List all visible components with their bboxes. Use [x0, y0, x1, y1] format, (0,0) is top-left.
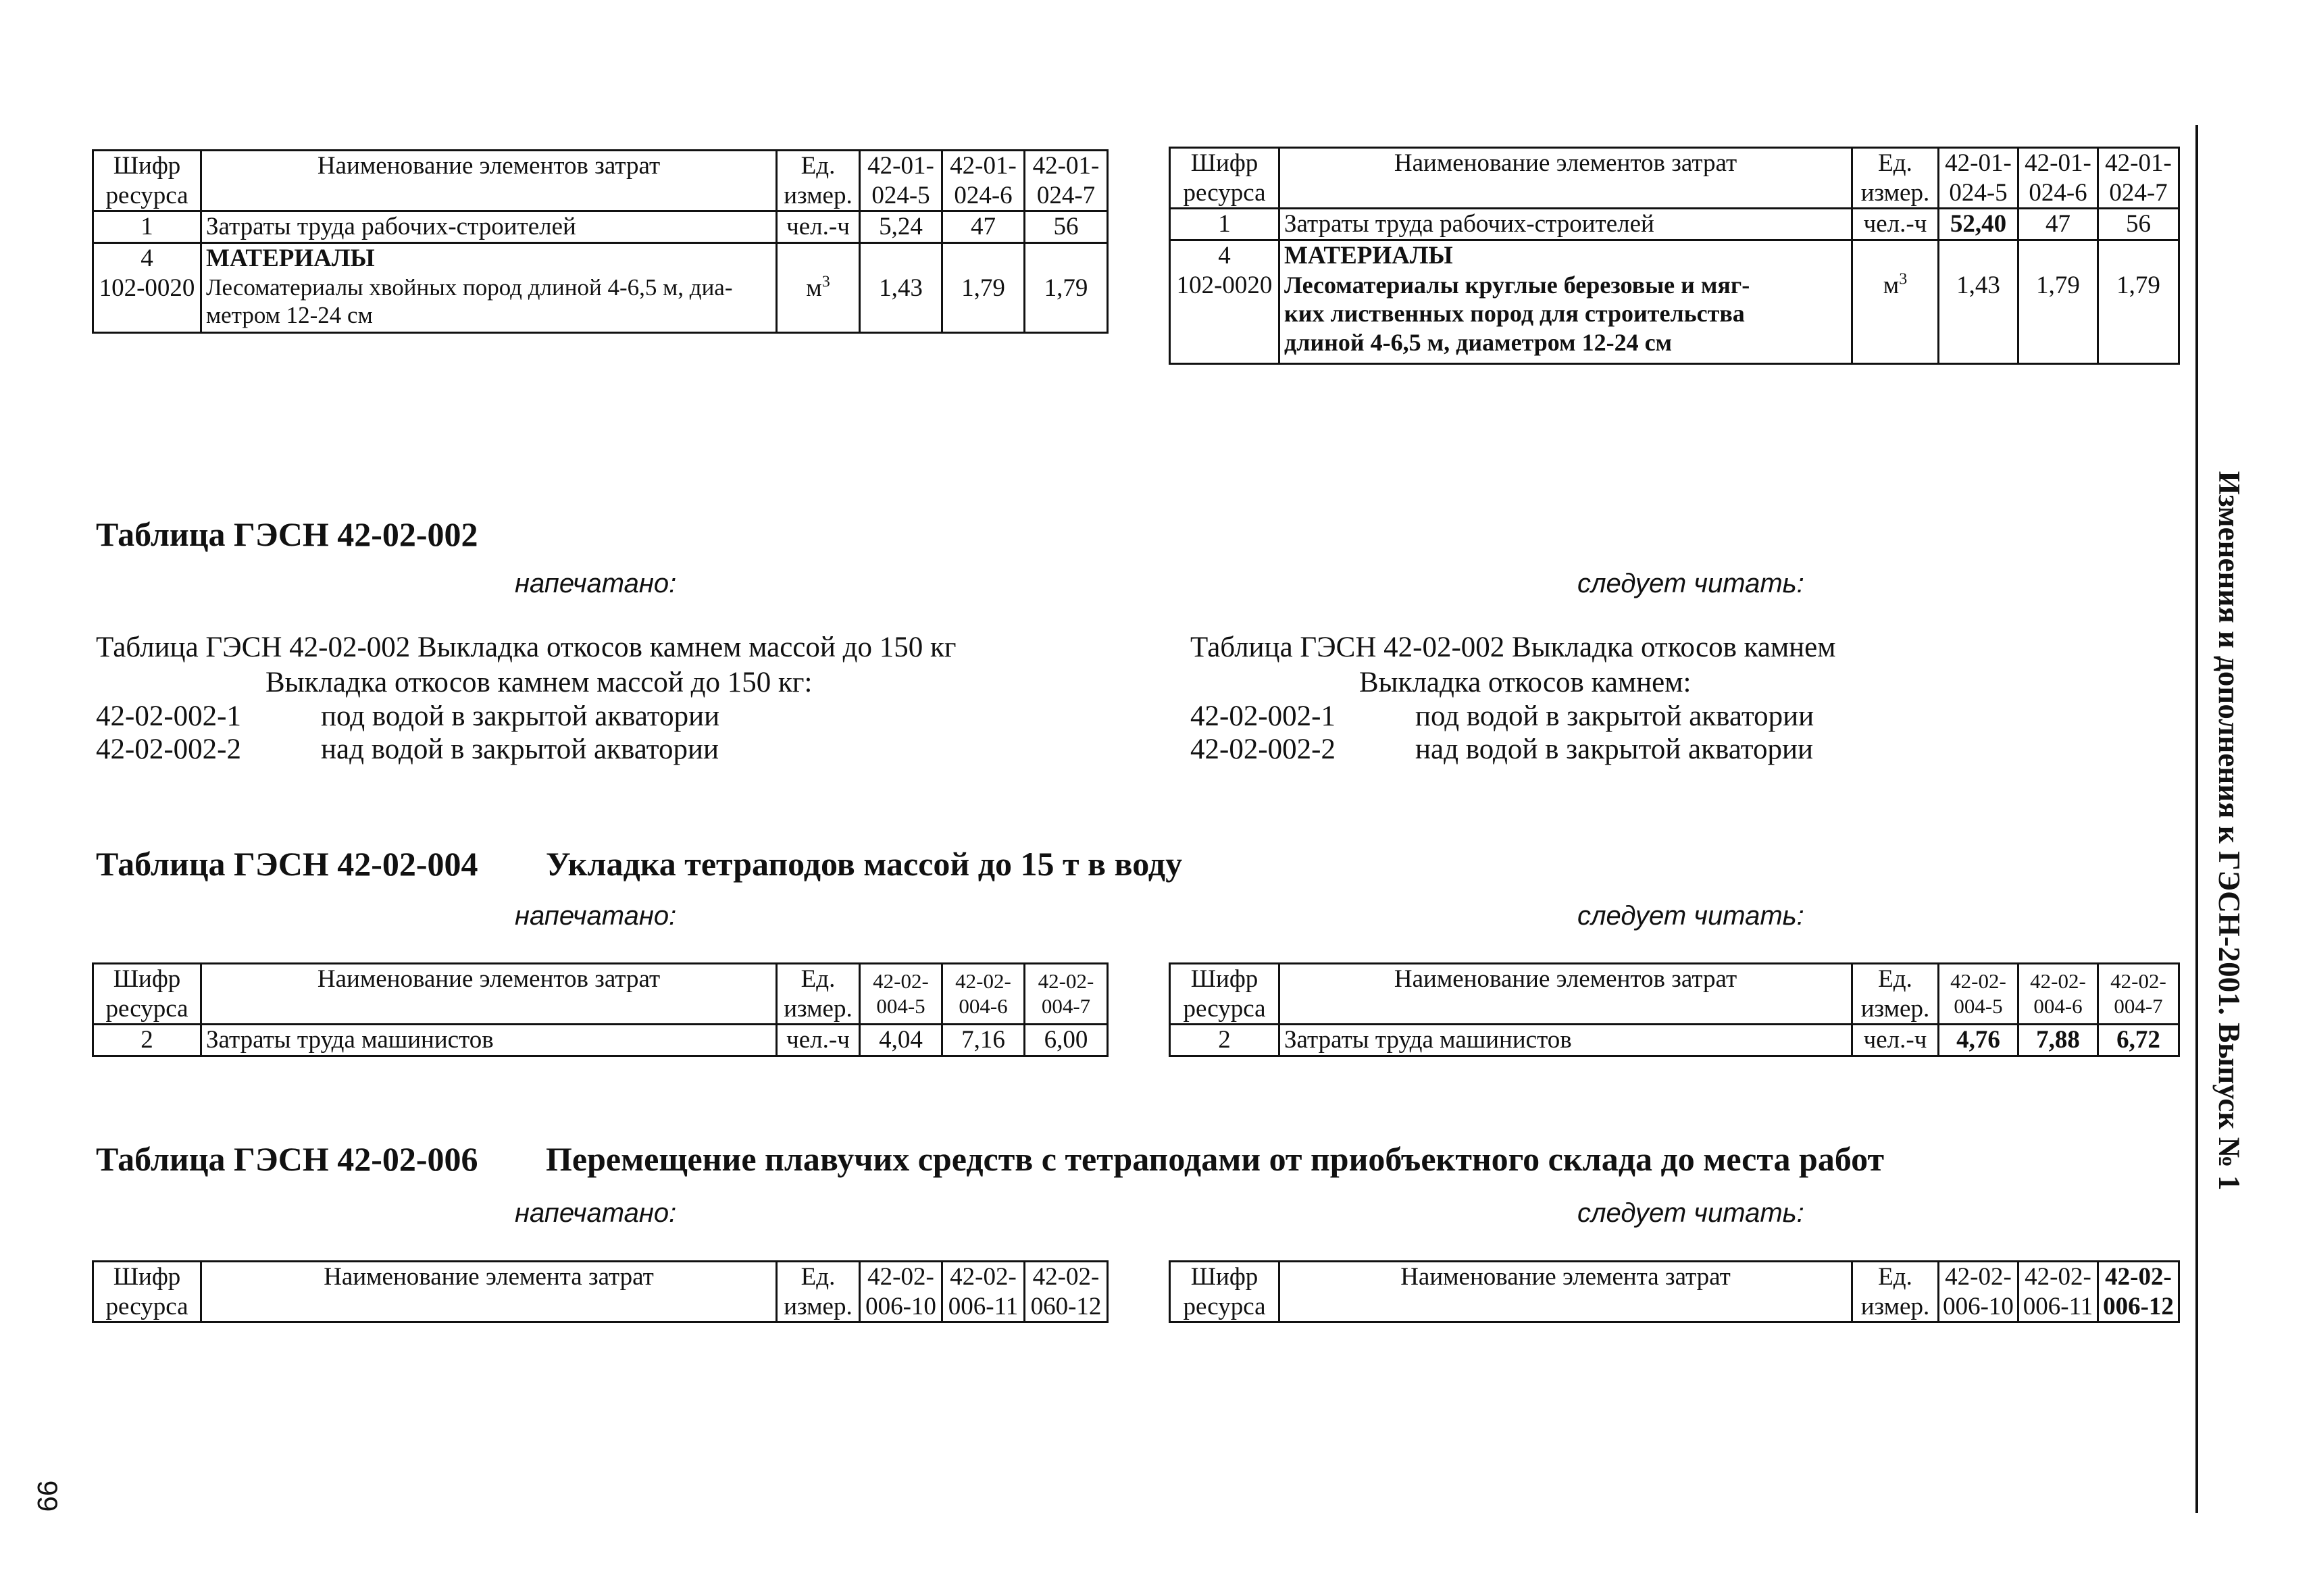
table-row: [93, 211, 1108, 243]
table-006-corrected: [1169, 1260, 2180, 1323]
section-002-corrected-subtitle: Выкладка откосов камнем:: [1359, 667, 1692, 698]
header-code-1: 42-01- 024-5: [860, 151, 942, 211]
row-value: 47: [2018, 209, 2098, 240]
table-row: [93, 274, 1108, 333]
header-shifr: Шифр ресурса: [1170, 148, 1279, 209]
row-name: Затраты труда рабочих-строителей: [1279, 209, 1852, 240]
header-code-1: 42-02- 006-10: [860, 1262, 942, 1322]
header-code-2: 42-01- 024-6: [942, 151, 1025, 211]
printed-note: напечатано:: [515, 569, 677, 598]
should-read-note: следует читать:: [1577, 1198, 1804, 1228]
section-002-printed-title: Таблица ГЭСН 42-02-002 Выкладка откосов камнем массой до 150 кг: [96, 632, 957, 663]
row-code: 4: [93, 242, 201, 273]
row-value: 1,79: [2098, 271, 2179, 364]
printed-note: напечатано:: [515, 1198, 677, 1228]
section-002-heading: Таблица ГЭСН 42-02-002: [96, 515, 478, 553]
row-code: 102-0020: [93, 274, 201, 333]
header-code-2: 42-02- 006-11: [2018, 1262, 2098, 1322]
row-value: 4,04: [860, 1025, 942, 1056]
row-value-corrected: 4,76: [1939, 1025, 2018, 1056]
row-code: 102-0020: [1170, 271, 1279, 364]
row-value: 47: [942, 211, 1025, 243]
header-code-2: 42-02- 006-11: [942, 1262, 1025, 1322]
section-002-printed-item-text: под водой в закрытой акватории: [321, 700, 720, 732]
header-code-3: 42-01- 024-7: [2098, 148, 2179, 209]
header-code-3: 42-01- 024-7: [1025, 151, 1108, 211]
header-unit: Ед. измер.: [1852, 1262, 1939, 1322]
row-name: Затраты труда машинистов: [201, 1025, 777, 1056]
should-read-note: следует читать:: [1577, 569, 1804, 598]
row-code: 1: [1170, 209, 1279, 240]
row-value: 1,43: [860, 274, 942, 333]
section-002-printed-subtitle: Выкладка откосов камнем массой до 150 кг:: [265, 667, 813, 698]
row-value-corrected: 52,40: [1939, 209, 2018, 240]
page-number: 99: [32, 1480, 63, 1512]
section-002-corrected-title: Таблица ГЭСН 42-02-002 Выкладка откосов камнем: [1190, 632, 1836, 663]
header-shifr: Шифр ресурса: [1170, 964, 1279, 1025]
row-value: 56: [1025, 211, 1108, 243]
table-row: [1170, 240, 2179, 270]
section-004-heading-code: Таблица ГЭСН 42-02-004: [96, 845, 478, 883]
row-code: 4: [1170, 240, 1279, 270]
section-002-corrected-item-text: над водой в закрытой акватории: [1415, 733, 1813, 765]
section-006-heading-title: Перемещение плавучих средств с тетраподами от приобъектного склада до места работ: [546, 1140, 1885, 1178]
header-code-2: 42-01- 024-6: [2018, 148, 2098, 209]
row-code: 1: [93, 211, 201, 243]
row-value: 56: [2098, 209, 2179, 240]
header-code-3-corrected: 42-02- 006-12: [2098, 1262, 2179, 1322]
row-name: Лесоматериалы хвойных пород длиной 4-6,5 м, диа- метром 12-24 см: [201, 274, 777, 333]
table-row: [1170, 271, 2179, 364]
table-row: [93, 242, 1108, 273]
section-004-heading-title: Укладка тетраподов массой до 15 т в воду: [546, 845, 1183, 883]
side-rule: [2195, 125, 2198, 1513]
header-name: Наименование элементов затрат: [201, 151, 777, 211]
table-006-printed: [92, 1260, 1109, 1323]
row-value-corrected: 6,72: [2098, 1025, 2179, 1056]
row-value: 1,43: [1939, 271, 2018, 364]
header-unit: Ед. измер.: [777, 964, 860, 1025]
header-unit: Ед. измер.: [1852, 148, 1939, 209]
header-unit: Ед. измер.: [1852, 964, 1939, 1025]
row-value: 1,79: [1025, 274, 1108, 333]
header-code-3: 42-02- 004-7: [2098, 964, 2179, 1025]
row-value: 1,79: [942, 274, 1025, 333]
header-name: Наименование элементов затрат: [1279, 148, 1852, 209]
header-code-1: 42-01- 024-5: [1939, 148, 2018, 209]
table-024-printed: [92, 149, 1109, 334]
header-shifr: Шифр ресурса: [93, 151, 201, 211]
header-name: Наименование элемента затрат: [1279, 1262, 1852, 1322]
header-code-1: 42-02- 004-5: [1939, 964, 2018, 1025]
header-shifr: Шифр ресурса: [1170, 1262, 1279, 1322]
header-code-1: 42-02- 004-5: [860, 964, 942, 1025]
section-002-corrected-item-text: под водой в закрытой акватории: [1415, 700, 1814, 732]
header-code-2: 42-02- 004-6: [2018, 964, 2098, 1025]
header-name: Наименование элементов затрат: [1279, 964, 1852, 1025]
header-code-3: 42-02- 004-7: [1025, 964, 1108, 1025]
row-name-corrected: Лесоматериалы круглые березовые и мяг- ких лиственных пород для строительства длиной 4-6,5 м, диаметром 12-24 см: [1279, 271, 1852, 364]
row-name: Затраты труда машинистов: [1279, 1025, 1852, 1056]
header-code-2: 42-02- 004-6: [942, 964, 1025, 1025]
printed-note: напечатано:: [515, 901, 677, 931]
header-code-3: 42-02- 060-12: [1025, 1262, 1108, 1322]
row-code: 2: [1170, 1025, 1279, 1056]
table-row: [1170, 1025, 2179, 1056]
section-006-heading-code: Таблица ГЭСН 42-02-006: [96, 1140, 478, 1178]
row-code: 2: [93, 1025, 201, 1056]
row-value-corrected: 7,88: [2018, 1025, 2098, 1056]
header-unit: Ед. измер.: [777, 1262, 860, 1322]
header-shifr: Шифр ресурса: [93, 1262, 201, 1322]
row-unit: $м^3$: [777, 274, 860, 333]
table-004-printed: [92, 962, 1109, 1057]
header-code-1: 42-02- 006-10: [1939, 1262, 2018, 1322]
table-004-corrected: [1169, 962, 2180, 1057]
section-002-printed-item-code: 42-02-002-1: [96, 700, 241, 732]
header-shifr: Шифр ресурса: [93, 964, 201, 1025]
side-title: Изменения и дополнения к ГЭСН-2001. Выпуск № 1: [2212, 471, 2246, 1191]
row-value: 1,79: [2018, 271, 2098, 364]
row-value: 7,16: [942, 1025, 1025, 1056]
table-row: [93, 1025, 1108, 1056]
section-002-printed-item-text: над водой в закрытой акватории: [321, 733, 719, 765]
section-002-corrected-item-code: 42-02-002-1: [1190, 700, 1336, 732]
row-unit: чел.-ч: [777, 1025, 860, 1056]
row-unit: чел.-ч: [1852, 1025, 1939, 1056]
row-section-name: МАТЕРИАЛЫ: [1279, 240, 1852, 270]
header-unit: Ед. измер.: [777, 151, 860, 211]
row-section-name: МАТЕРИАЛЫ: [201, 242, 777, 273]
section-002-printed-item-code: 42-02-002-2: [96, 733, 241, 765]
row-name: Затраты труда рабочих-строителей: [201, 211, 777, 243]
row-unit: чел.-ч: [777, 211, 860, 243]
table-024-corrected: [1169, 147, 2180, 365]
header-name: Наименование элемента затрат: [201, 1262, 777, 1322]
row-unit: $м^3$: [1852, 271, 1939, 364]
should-read-note: следует читать:: [1577, 901, 1804, 931]
row-value: 5,24: [860, 211, 942, 243]
row-value: 6,00: [1025, 1025, 1108, 1056]
header-name: Наименование элементов затрат: [201, 964, 777, 1025]
table-row: [1170, 209, 2179, 240]
section-002-corrected-item-code: 42-02-002-2: [1190, 733, 1336, 765]
row-unit: чел.-ч: [1852, 209, 1939, 240]
